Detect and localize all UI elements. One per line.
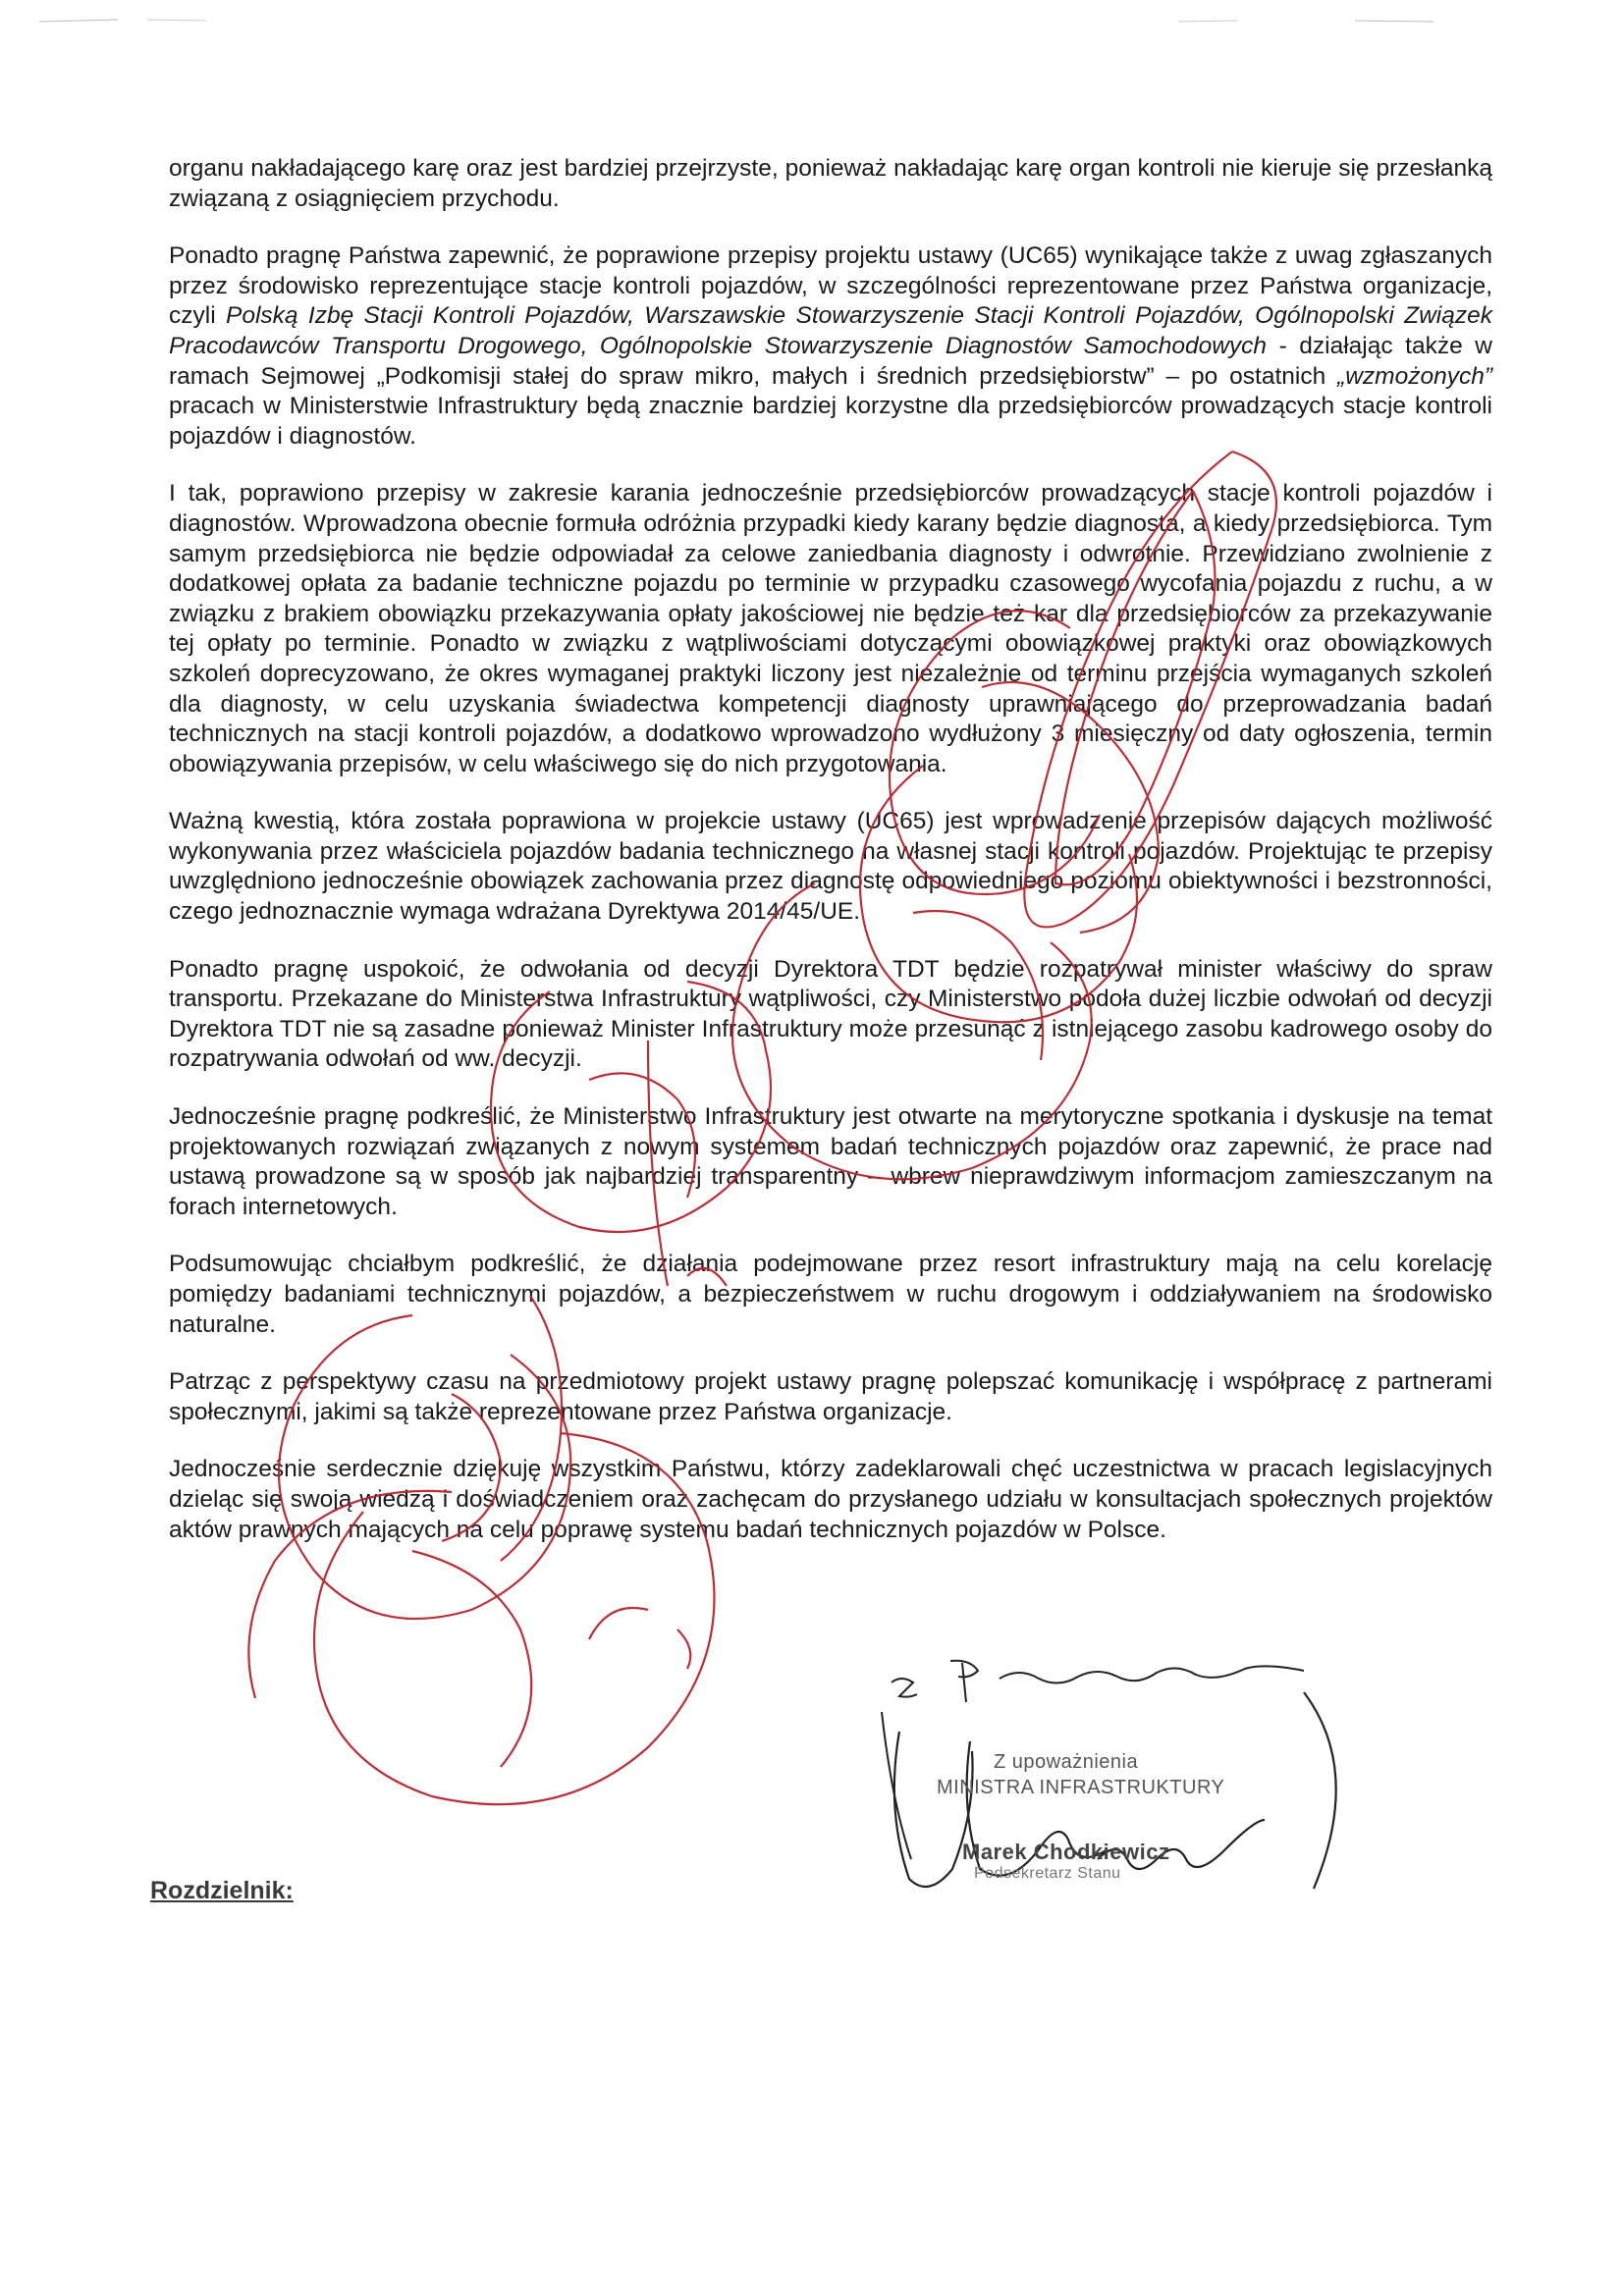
paragraph-7: Podsumowując chciałbym podkreślić, że działania podejmowane przez resort infrastruktury mają na celu korelację pomiędzy badaniami technicznymi pojazdów, a bezpieczeństwem w ruchu drogowym i oddziaływaniem na środowisko naturalne.: [169, 1251, 1492, 1338]
paragraph-5: Ponadto pragnę uspokoić, że odwołania od decyzji Dyrektora TDT będzie rozpatrywał minister właściwy do spraw transportu. Przekazane do Ministerstwa Infrastruktury wątpliwości, czy Ministerstwo podoła dużej liczbie odwołań od decyzji Dyrektora TDT nie są zasadne ponieważ Minister Infrastruktury może przesunąć z istniejącego zasobu kadrowego osoby do rozpatrywania odwołań od ww. decyzji.: [169, 955, 1492, 1073]
distribution-list-label: Rozdzielnik:: [150, 1877, 294, 1904]
stamp-title: Podsekretarz Stanu: [974, 1865, 1121, 1882]
watermark-stroke-18: [589, 1608, 648, 1639]
paragraph-9: Jednocześnie serdecznie dziękuję wszystkim Państwu, którzy zadeklarowali chęć uczestnictwa w pracach legislacyjnych dzieląc się swoją wiedzą i doświadczeniem oraz zachęcam do przysłanego udziału w konsultacjach społecznych projektów aktów prawnych mających na celu poprawę systemu badań technicznych pojazdów w Polsce.: [169, 1456, 1492, 1543]
italic-phrase: „wzmożonych”: [1337, 362, 1492, 390]
signature-block: [872, 1653, 1402, 1908]
paragraph-1: organu nakładającego karę oraz jest bardziej przejrzyste, ponieważ nakładając karę organ kontroli nie kieruje się przesłanką związaną z osiągnięciem przychodu.: [169, 155, 1492, 212]
stamp-authorization: Z upoważnienia: [994, 1751, 1139, 1773]
scan-noise-marks: [0, 0, 1622, 29]
paragraph-8: Patrząc z perspektywy czasu na przedmiotowy projekt ustawy pragnę polepszać komunikację i współpracę z partnerami społecznymi, jakimi są także reprezentowane przez Państwa organizacje.: [169, 1368, 1492, 1425]
watermark-stroke-17: [412, 1551, 531, 1767]
paragraph-3: I tak, poprawiono przepisy w zakresie karania jednocześnie przedsiębiorców prowadzących stacje kontroli pojazdów i diagnostów. Wprowadzona obecnie formuła odróżnia przypadki kiedy karany będzie diagnosta, a kiedy przedsiębiorca. Tym samym przedsiębiorca nie będzie odpowiadał za celowe zaniedbania diagnosty i odwrotnie. Przewidziano zwolnienie z dodatkowej opłata za badanie techniczne pojazdu po terminie w przypadku czasowego wycofania pojazdu z ruchu, a w związku z brakiem obowiązku przekazywania opłaty jakościowej nie będzie też kar dla przedsiębiorców za przekazywanie tej opłaty po terminie. Ponadto w związku z wątpliwościami dotyczącymi obowiązkowej praktyki oraz obowiązkowych szkoleń doprecyzowano, że okres wymaganej praktyki liczony jest niezależnie od terminu przejścia wymaganych szkoleń dla diagnosty, w celu uzyskania świadectwa kompetencji diagnosty uprawniającego do przeprowadzania badań technicznych na stacji kontroli pojazdów, a dodatkowo wprowadzono wydłużony 3 miesięczny od daty ogłoszenia, termin obowiązywania przepisów, w celu właściwego się do nich przygotowania.: [169, 480, 1492, 777]
paragraph-6: Jednocześnie pragnę podkreślić, że Ministerstwo Infrastruktury jest otwarte na merytoryczne spotkania i dyskusje na temat projektowanych rozwiązań związanych z nowym systemem badań technicznych pojazdów oraz zapewnić, że prace nad ustawą prowadzone są w sposób jak najbardziej transparentny – wbrew nieprawdziwym informacjom zamieszczanym na forach internetowych.: [169, 1103, 1492, 1220]
paragraph-4: Ważną kwestią, która została poprawiona w projekcie ustawy (UC65) jest wprowadzenie przepisów dających możliwość wykonywania przez właściciela pojazdów badania technicznego na własnej stacji kontroli pojazdów. Projektując te przepisy uwzględniono jednocześnie obowiązek zachowania przez diagnostę odpowiedniego poziomu obiektywności i bezstronności, czego jednoznacznie wymaga wdrażana Dyrektywa 2014/45/UE.: [169, 808, 1492, 926]
italic-phrase: Polską Izbę Stacji Kontroli Pojazdów, Warszawskie Stowarzyszenie Stacji Kontroli Pojazdów, Ogólnopolski Związek Pracodawców Transportu Drogowego, Ogólnopolskie Stowarzyszenie Diagnostów Samochodowych: [169, 302, 1492, 359]
stamp-ministry: MINISTRA INFRASTRUKTURY: [937, 1777, 1225, 1798]
letter-body: [169, 154, 1492, 1573]
scan-edge-noise: [0, 0, 1622, 29]
watermark-stroke-19: [677, 1629, 690, 1669]
paragraph-2: Ponadto pragnę Państwa zapewnić, że poprawione przepisy projektu ustawy (UC65) wynikające także z uwag zgłaszanych przez środowisko reprezentujące stacje kontroli pojazdów, w szczególności reprezentowane przez Państwa organizacje, czyli Polską Izbę Stacji Kontroli Pojazdów, Warszawskie Stowarzyszenie Stacji Kontroli Pojazdów, Ogólnopolski Związek Pracodawców Transportu Drogowego, Ogólnopolskie Stowarzyszenie Diagnostów Samochodowych - działając także w ramach Sejmowej „Podkomisji stałej do spraw mikro, małych i średnich przedsiębiorstw” – po ostatnich „wzmożonych” pracach w Ministerstwie Infrastruktury będą znacznie bardziej korzystne dla przedsiębiorców prowadzących stacje kontroli pojazdów i diagnostów.: [169, 242, 1492, 450]
stamp-name: Marek Chodkiewicz: [962, 1840, 1170, 1864]
